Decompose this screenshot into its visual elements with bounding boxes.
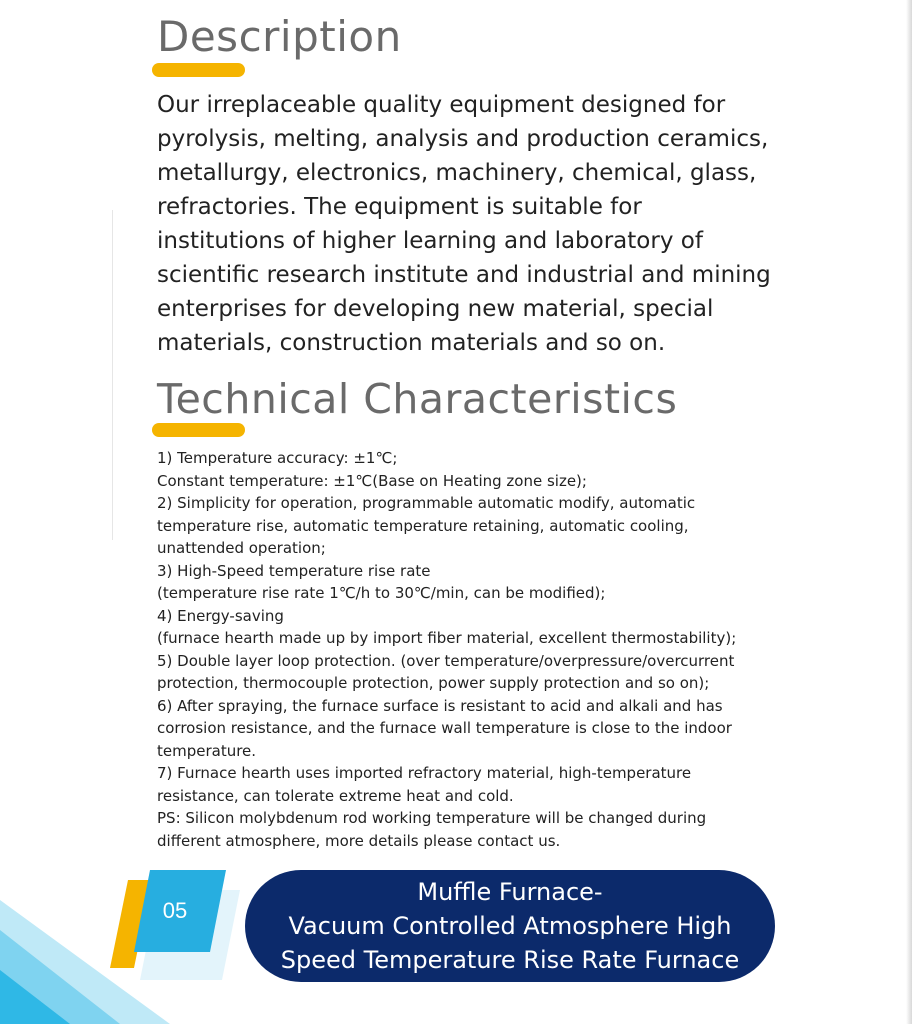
margin-guide-line xyxy=(112,210,113,540)
page-edge-shadow xyxy=(906,0,912,1024)
technical-underline xyxy=(152,423,245,437)
tech-line: protection, thermocouple protection, power supply protection and so on); xyxy=(157,674,710,692)
technical-characteristics-list xyxy=(157,447,797,852)
tech-line: temperature rise, automatic temperature retaining, automatic cooling, xyxy=(157,516,689,535)
page-number: 05 xyxy=(162,898,188,923)
tech-line: PS: Silicon molybdenum rod working temperature will be changed during xyxy=(157,809,707,827)
tech-line: (temperature rise rate 1℃/h to 30℃/min, can be modified); xyxy=(157,584,606,602)
technical-characteristics-heading: Technical Characteristics xyxy=(157,375,678,423)
tech-line: Constant temperature: ±1℃(Base on Heating zone size); xyxy=(157,471,587,490)
tech-line: resistance, can tolerate extreme heat and cold. xyxy=(157,786,514,805)
tech-line: 1) Temperature accuracy: ±1℃; xyxy=(157,449,398,467)
description-body: Our irreplaceable quality equipment designed for pyrolysis, melting, analysis and production ceramics, metallurgy, electronics, machinery, chemical, glass, refractories. The equipment is suitable for institutions of higher learning and laboratory of scientific research institute and industrial and mining enterprises for developing new material, special materials, construction materials and so on. xyxy=(157,92,771,356)
tech-line: 3) High-Speed temperature rise rate xyxy=(157,561,431,580)
tech-line: temperature. xyxy=(157,741,257,760)
description-heading: Description xyxy=(157,12,402,61)
product-title-line: Speed Temperature Rise Rate Furnace xyxy=(280,946,740,974)
tech-line: (furnace hearth made up by import fiber material, excellent thermostability); xyxy=(157,629,737,647)
description-underline xyxy=(152,63,245,77)
tech-line: 5) Double layer loop protection. (over temperature/overpressure/overcurrent xyxy=(157,651,735,670)
product-title-line: Muffle Furnace- xyxy=(417,878,603,906)
tech-line: 6) After spraying, the furnace surface is resistant to acid and alkali and has xyxy=(157,696,723,715)
tech-line: unattended operation; xyxy=(157,539,326,557)
tech-line: 7) Furnace hearth uses imported refractory material, high-temperature xyxy=(157,764,692,782)
product-title-line: Vacuum Controlled Atmosphere High xyxy=(288,912,732,940)
tech-line: corrosion resistance, and the furnace wall temperature is close to the indoor xyxy=(157,719,732,737)
tech-line: different atmosphere, more details please contact us. xyxy=(157,831,561,850)
tech-line: 2) Simplicity for operation, programmable automatic modify, automatic xyxy=(157,494,696,512)
decorative-corner-shapes xyxy=(0,860,260,1024)
tech-line: 4) Energy-saving xyxy=(157,606,284,625)
product-title-banner xyxy=(245,870,775,982)
